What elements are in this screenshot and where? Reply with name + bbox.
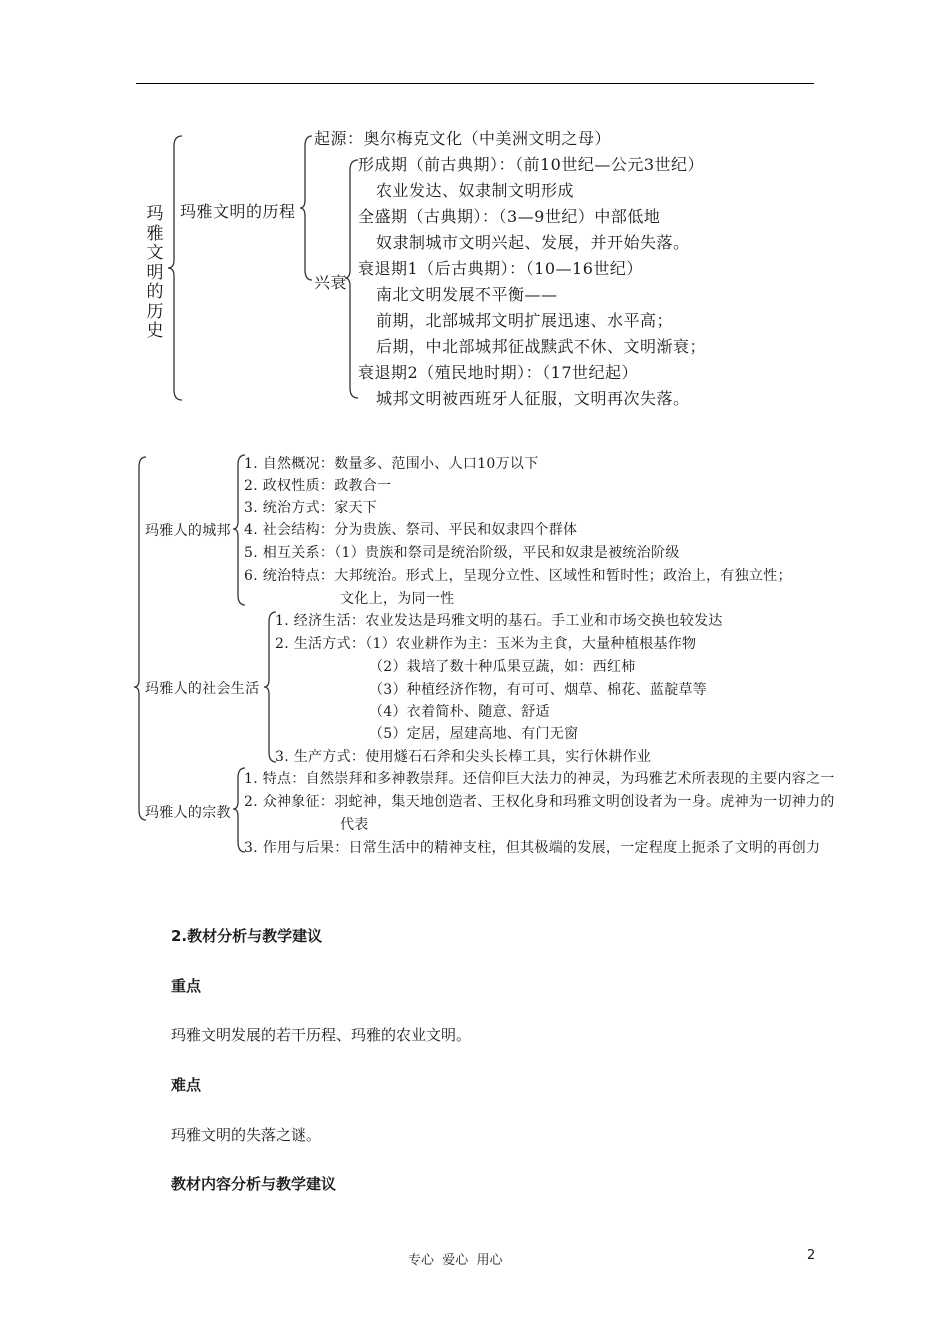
history-root-label: 玛雅文明的历史 xyxy=(146,204,164,341)
period-line: 农业发达、奴隶制文明形成 xyxy=(376,181,575,200)
period-line: 形成期（前古典期）：（前10世纪—公元3世纪） xyxy=(358,155,705,174)
difficulty-heading: 难点 xyxy=(171,1076,202,1094)
city-state-item: 5. 相互关系：（1）贵族和祭司是统治阶级，平民和奴隶是被统治阶级 xyxy=(244,545,680,561)
social-life-label: 玛雅人的社会生活 xyxy=(145,681,260,697)
city-state-item: 文化上，为同一性 xyxy=(340,591,455,607)
religion-item: 2. 众神象征：羽蛇神，集天地创造者、王权化身和玛雅文明创设者为一身。虎神为一切神力的 xyxy=(244,794,835,810)
brace-maya-people xyxy=(134,457,146,820)
city-state-item: 6. 统治特点：大邦统治。形式上，呈现分立性、区域性和暂时性；政治上，有独立性； xyxy=(244,568,792,584)
period-line: 后期，中北部城邦征战黩武不休、文明渐衰； xyxy=(376,337,707,356)
religion-item: 3. 作用与后果：日常生活中的精神支柱，但其极端的发展，一定程度上扼杀了文明的再创力 xyxy=(244,840,821,856)
city-state-item: 1. 自然概况：数量多、范围小、人口10万以下 xyxy=(244,456,539,472)
difficulty-text: 玛雅文明的失落之谜。 xyxy=(171,1126,322,1144)
brace-history xyxy=(168,136,182,400)
key-point-text: 玛雅文明发展的若干历程、玛雅的农业文明。 xyxy=(171,1026,472,1044)
religion-label: 玛雅人的宗教 xyxy=(145,805,231,821)
period-line: 奴隶制城市文明兴起、发展，并开始失落。 xyxy=(376,233,690,252)
origin-line: 起源：奥尔梅克文化（中美洲文明之母） xyxy=(314,129,612,148)
course-branch-label: 玛雅文明的历程 xyxy=(180,202,296,221)
page-number: 2 xyxy=(807,1248,816,1263)
content-heading: 教材内容分析与教学建议 xyxy=(171,1175,337,1193)
key-point-heading: 重点 xyxy=(171,977,202,995)
social-life-item: （5）定居，屋建高地、有门无窗 xyxy=(369,726,579,742)
period-line: 城邦文明被西班牙人征服，文明再次失落。 xyxy=(376,389,690,408)
social-life-item: 3. 生产方式：使用燧石石斧和尖头长棒工具，实行休耕作业 xyxy=(275,749,652,765)
social-life-item: 1. 经济生活：农业发达是玛雅文明的基石。手工业和市场交换也较发达 xyxy=(275,613,723,629)
brace-course xyxy=(300,136,312,280)
religion-item: 代表 xyxy=(340,817,369,833)
rise-fall-label: 兴衰 xyxy=(314,273,348,292)
period-line: 南北文明发展不平衡—— xyxy=(376,285,558,304)
city-state-item: 3. 统治方式：家天下 xyxy=(244,500,378,516)
period-line: 全盛期（古典期）：（3—9世纪）中部低地 xyxy=(358,207,661,226)
social-life-item: （3）种植经济作物，有可可、烟草、棉花、蓝靛草等 xyxy=(369,682,708,698)
social-life-item: （2）栽培了数十种瓜果豆蔬，如：西红柿 xyxy=(369,659,636,675)
social-life-item: 2. 生活方式：（1）农业耕作为主：玉米为主食，大量种植根基作物 xyxy=(275,636,697,652)
city-state-item: 4. 社会结构：分为贵族、祭司、平民和奴隶四个群体 xyxy=(244,522,578,538)
city-state-item: 2. 政权性质：政教合一 xyxy=(244,478,392,494)
city-state-label: 玛雅人的城邦 xyxy=(145,523,231,539)
period-line: 前期，北部城邦文明扩展迅速、水平高； xyxy=(376,311,674,330)
period-line: 衰退期2（殖民地时期）：（17世纪起） xyxy=(358,363,639,382)
footer-motto: 专心 爱心 用心 xyxy=(408,1253,503,1268)
period-line: 衰退期1（后古典期）：（10—16世纪） xyxy=(358,259,643,278)
social-life-item: （4）衣着简朴、随意、舒适 xyxy=(369,704,550,720)
religion-item: 1. 特点：自然崇拜和多神教崇拜。还信仰巨大法力的神灵，为玛雅艺术所表现的主要内容之一 xyxy=(244,771,835,787)
section-heading: 2.教材分析与教学建议 xyxy=(171,927,323,945)
